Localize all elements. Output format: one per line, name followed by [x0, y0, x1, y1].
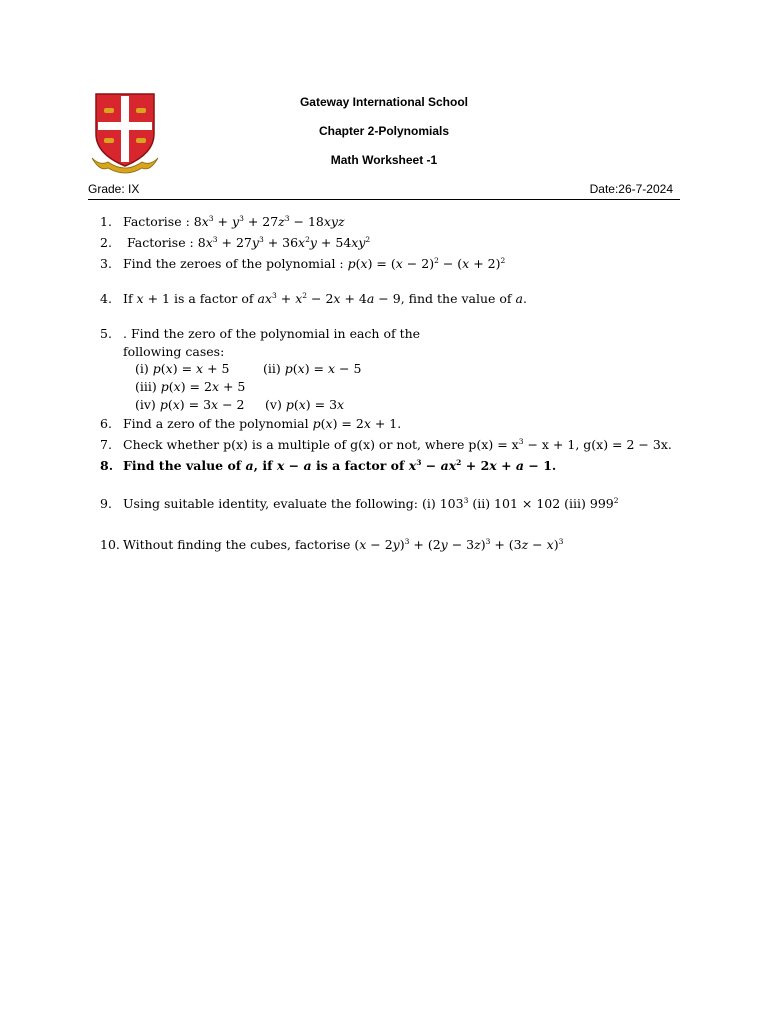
case-i: (i) p(x) = x + 5 [135, 361, 230, 376]
question-2: 2. Factorise : $8x^3 + 27y^3 + 36x^2y + 54xy^2$ [100, 235, 371, 250]
header-divider [88, 199, 680, 200]
question-7: 7. Check whether p(x) is a multiple of g(x) or not, where $p(x) = x^3 - x + 1$, g(x) = 2 − 3x. [100, 437, 672, 452]
school-name: Gateway International School [299, 95, 469, 109]
case-ii: (ii) p(x) = x − 5 [263, 361, 362, 376]
question-4: 4. If x + 1 is a factor of $ax^3 + x^2 - 2x + 4a - 9$, find the value of a. [100, 291, 527, 306]
question-5-line2: following cases: [123, 344, 225, 359]
question-6: 6. Find a zero of the polynomial p(x) = 2x + 1. [100, 416, 402, 431]
question-1: 1. Factorise : $8x^3 + y^3 + 27z^3 - 18xyz$ [100, 214, 345, 229]
case-iii: (iii) p(x) = 2x + 5 [135, 379, 246, 394]
case-v: (v) p(x) = 3x [265, 397, 345, 412]
question-5: 5. . Find the zero of the polynomial in each of the [100, 326, 421, 341]
question-9: 9. Using suitable identity, evaluate the following: (i) $103^3$ (ii) 101 × 102 (iii) $999^2$ [100, 496, 619, 511]
worksheet-title: Math Worksheet -1 [330, 153, 438, 167]
date-label: Date:26-7-2024 [589, 182, 673, 196]
question-8: 8. Find the value of a, if x − a is a factor of $x^3 - ax^2 + 2x + a - 1$. [100, 458, 557, 473]
chapter-title: Chapter 2-Polynomials [318, 124, 450, 138]
question-3: 3. Find the zeroes of the polynomial : $p(x) = (x - 2)^2 - (x + 2)^2$ [100, 256, 506, 271]
case-iv: (iv) p(x) = 3x − 2 [135, 397, 245, 412]
question-10: 10. Without finding the cubes, factorise $(x - 2y)^3 + (2y - 3z)^3 + (3z - x)^3$ [100, 537, 564, 552]
grade-label: Grade: IX [88, 182, 140, 196]
